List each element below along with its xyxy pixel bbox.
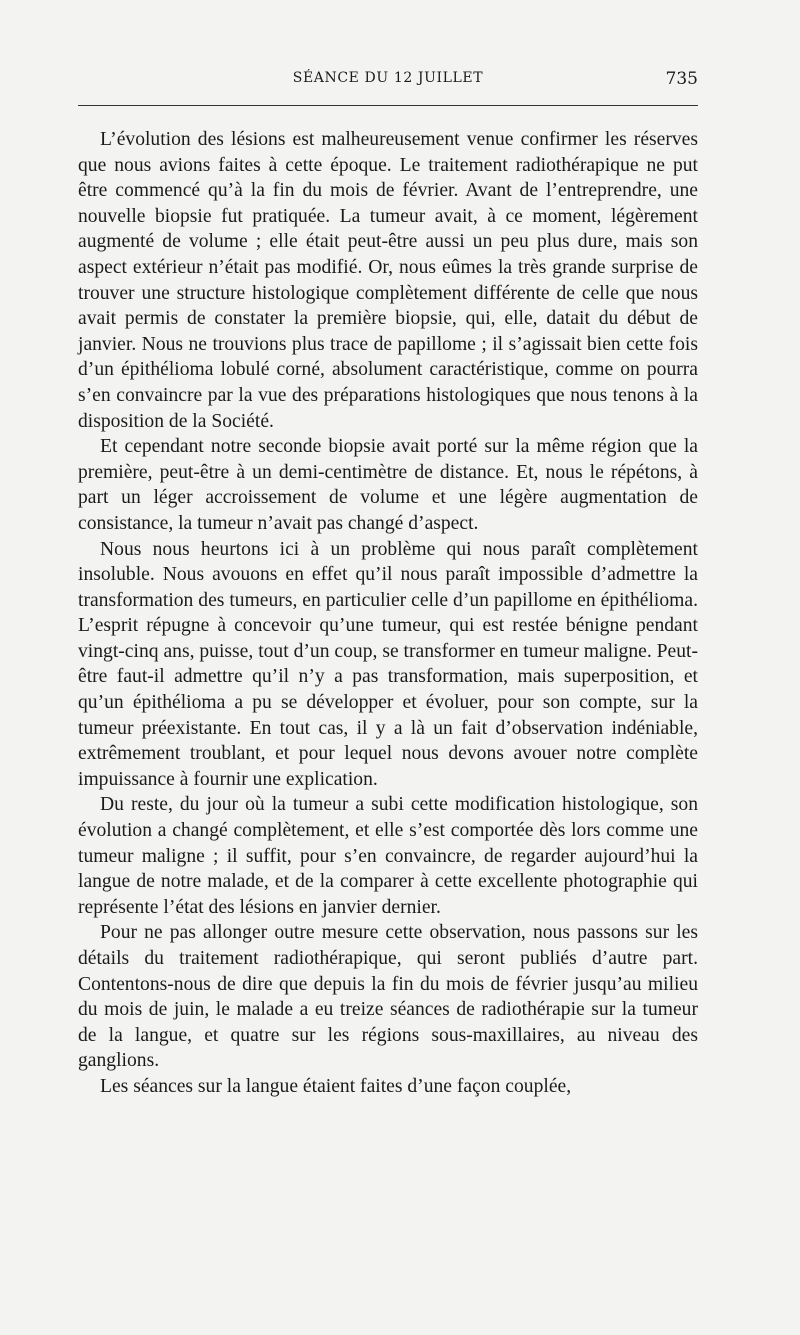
running-header: [78, 70, 698, 94]
body-text: [78, 127, 698, 1100]
page-number: 735: [665, 69, 698, 89]
paragraph: Nous nous heurtons ici à un problème qui nous paraît complètement insoluble. Nous avouons en effet qu’il nous paraît impossible d’admettre la transformation des tumeurs, en particulier celle d’un papillome en épithélioma. L’esprit répugne à concevoir qu’une tumeur, qui est restée bénigne pendant vingt-cinq ans, puisse, tout d’un coup, se transformer en tumeur maligne. Peut-être faut-il admettre qu’il n’y a pas transformation, mais superposition, et qu’un épithélioma a pu se développer et évoluer, pour son compte, sur la tumeur préexistante. En tout cas, il y a là un fait d’observation indéniable, extrêmement troublant, et pour lequel nous devons avouer notre complète impuissance à fournir une explication.: [78, 538, 698, 790]
paragraph: Pour ne pas allonger outre mesure cette observation, nous passons sur les détails du traitement radiothérapique, qui seront publiés d’autre part. Contentons-nous de dire que depuis la fin du mois de février jusqu’au milieu du mois de juin, le malade a eu treize séances de radiothérapie sur la tumeur de la langue, et quatre sur les régions sous-maxillaires, au niveau des ganglions.: [78, 922, 698, 1072]
header-title: SÉANCE DU 12 JUILLET: [292, 70, 484, 86]
paragraph: L’évolution des lésions est malheureusement venue confirmer les réserves que nous avions faites à cette époque. Le traitement radiothérapique ne put être commencé qu’à la fin du mois de février. Avant de l’entreprendre, une nouvelle biopsie fut pratiquée. La tumeur avait, à ce moment, légèrement augmenté de volume ; elle était peut-être aussi un peu plus dure, mais son aspect extérieur n’était pas modifié. Or, nous eûmes la très grande surprise de trouver une structure histologique complètement différente de celle que nous avait permis de constater la première biopsie, qui, elle, datait du début de janvier. Nous ne trouvions plus trace de papillome ; il s’agissait bien cette fois d’un épithélioma lobulé corné, absolument caractéristique, comme on pourra s’en convaincre par la vue des préparations histologiques que nous tenons à la disposition de la Société.: [78, 129, 698, 432]
header-rule: [78, 105, 698, 106]
paragraph: Du reste, du jour où la tumeur a subi cette modification histologique, son évolution a changé complètement, et elle s’est comportée dès lors comme une tumeur maligne ; il suffit, pour s’en convaincre, de regarder aujourd’hui la langue de notre malade, et de la comparer à cette excellente photographie qui représente l’état des lésions en janvier dernier.: [78, 794, 698, 918]
paragraph: Et cependant notre seconde biopsie avait porté sur la même région que la première, peut-être à un demi-centimètre de distance. Et, nous le répétons, à part un léger accroissement de volume et une légère augmentation de consistance, la tumeur n’avait pas changé d’aspect.: [78, 436, 698, 534]
paragraph: Les séances sur la langue étaient faites d’une façon couplée,: [100, 1075, 572, 1097]
